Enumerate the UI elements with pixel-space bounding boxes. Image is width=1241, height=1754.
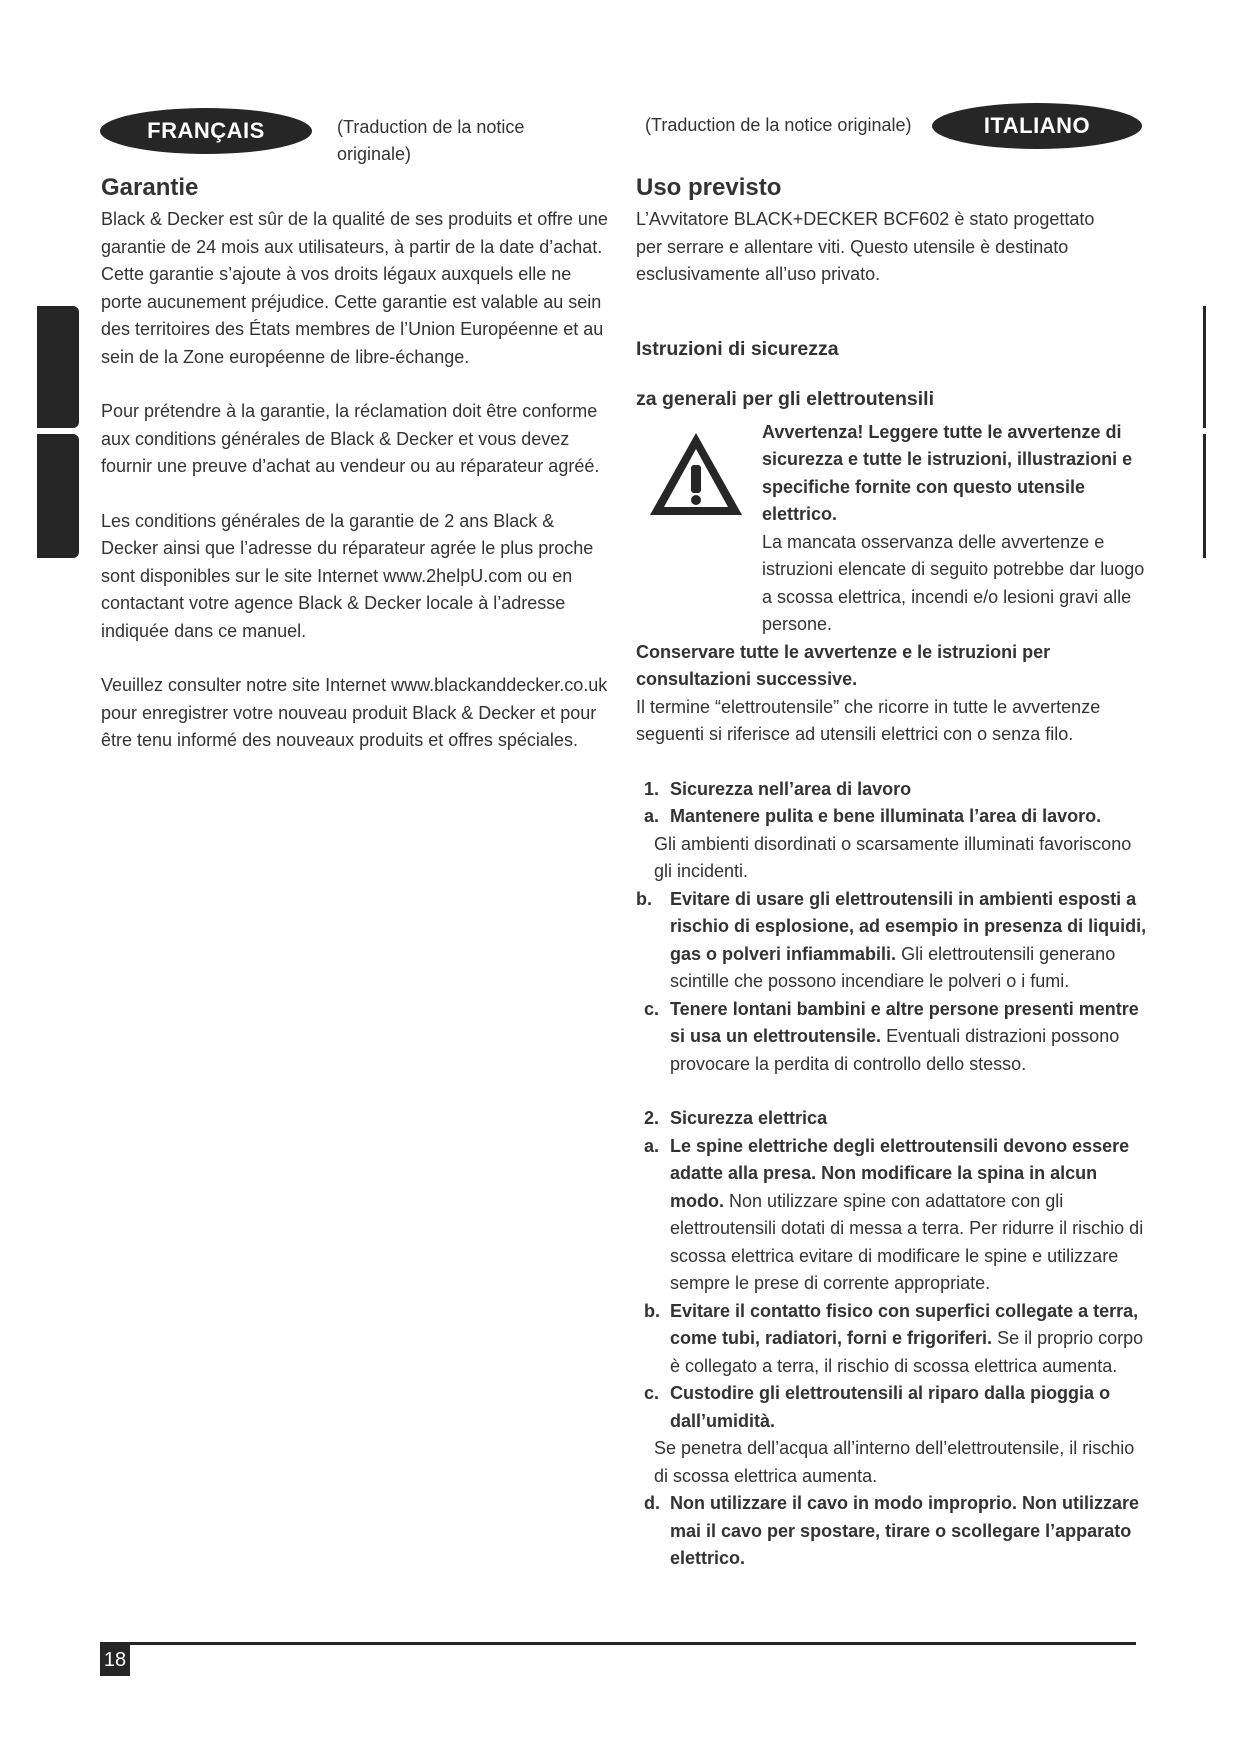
section-work-area bbox=[636, 776, 1151, 1079]
keep-instructions-text: Conservare tutte le avvertenze e le istruzioni per consultazioni successive. bbox=[636, 641, 1051, 689]
page-number: 18 bbox=[100, 1644, 130, 1676]
french-paragraph-1: Black & Decker est sûr de la qualité de ses produits et offre une garantie de 24 mois aux utilisateurs, à partir de la date d’achat. Cette garantie s’ajoute à vos droits légaux auxquels elle ne porte aucunement préjudice. Cette garantie est valable au sein des territoires des États membres de l’Union Européenne et au sein de la Zone européenne de libre-échange. bbox=[101, 209, 608, 367]
heading-uso-previsto: Uso previsto bbox=[636, 174, 782, 201]
intended-use-text: L’Avvitatore BLACK+DECKER BCF602 è stato progettato per serrare e allentare viti. Questo utensile è destinato esclusivamente all’uso privato. bbox=[636, 209, 1095, 284]
translation-note-italian: (Traduction de la notice originale) bbox=[645, 115, 912, 135]
footer-rule bbox=[100, 1642, 1136, 1645]
french-paragraph-3: Les conditions générales de la garantie de 2 ans Black & Decker ainsi que l’adresse du réparateur agrée le plus proche sont disponibles sur le site Internet www.2helpU.com ou en contactant votre agence Black & Decker locale à l’adresse indiquée dans ce manuel. bbox=[101, 510, 594, 641]
list-item: c. Tenere lontani bambini e altre persone presenti mentre si usa un elettroutensile. Eventuali distrazioni possono provocare la perdita di controllo dello stesso. bbox=[644, 998, 1139, 1074]
french-column bbox=[101, 172, 611, 755]
sidebar-tab-lower bbox=[37, 434, 79, 558]
list-item: a. Le spine elettriche degli elettroutensili devono essere adatte alla presa. Non modificare la spina in alcun modo. Non utilizzare spine con adattatore con gli elettroutensili dotati di messa a terra. Per ridurre il rischio di scossa elettrica evitare di modificare le spine e utilizzare sempre le prese di corrente appropriate. bbox=[644, 1135, 1144, 1293]
right-margin-bar-lower bbox=[1203, 434, 1206, 558]
list-item: b. Evitare di usare gli elettroutensili in ambienti esposti a rischio di esplosione, ad esempio in presenza di liquidi, gas o polveri infiammabili. Gli elettroutensili generano scintille che possono incendiare le polveri o i fumi. bbox=[636, 888, 1147, 991]
warning-text: La mancata osservanza delle avvertenze e istruzioni elencate di seguito potrebbe dar luogo a scossa elettrica, incendi e/o lesioni gravi alle persone. bbox=[762, 531, 1145, 634]
french-paragraph-2: Pour prétendre à la garantie, la réclamation doit être conforme aux conditions générales de Black & Decker et vous devez fournir une preuve d’achat au vendeur ou au réparateur agréé. bbox=[101, 401, 600, 476]
warning-block bbox=[636, 419, 1151, 639]
safety-heading: Istruzioni di sicurezza bbox=[636, 337, 839, 360]
term-definition-text: Il termine “elettroutensile” che ricorre in tutte le avvertenze seguenti si riferisce ad utensili elettrici con o senza filo. bbox=[636, 696, 1101, 744]
french-paragraph-4: Veuillez consulter notre site Internet www.blackanddecker.co.uk pour enregistrer votre nouveau produit Black & Decker et pour être tenu informé des nouveaux produits et offres spéciales. bbox=[101, 675, 608, 750]
list-item: b. Evitare il contatto fisico con superfici collegate a terra, come tubi, radiatori, forni e frigoriferi. Se il proprio corpo è collegato a terra, il rischio di scossa elettrica aumenta. bbox=[644, 1300, 1144, 1376]
heading-garantie: Garantie bbox=[101, 174, 199, 201]
list-item: c. Custodire gli elettroutensili al riparo dalla pioggia o dall’umidità. Se penetra dell’acqua all’interno dell’elettroutensile, il rischio di scossa elettrica aumenta. bbox=[644, 1383, 1135, 1486]
section-title: 2. Sicurezza elettrica bbox=[644, 1108, 828, 1128]
list-item: a. Mantenere pulita e bene illuminata l’area di lavoro. Gli ambienti disordinati o scarsamente illuminati favoriscono gli incidenti. bbox=[644, 806, 1132, 881]
lang-badge-italian: ITALIANO bbox=[932, 103, 1142, 149]
lang-badge-french: FRANÇAIS bbox=[100, 108, 312, 154]
right-margin-bar-upper bbox=[1203, 306, 1206, 428]
warning-bold-text: Avvertenza! Leggere tutte le avvertenze di sicurezza e tutte le istruzioni, illustrazioni e specifiche fornite con questo utensile elettrico. bbox=[762, 421, 1133, 524]
list-item: d. Non utilizzare il cavo in modo improprio. Non utilizzare mai il cavo per spostare, tirare o scollegare l’apparato elettrico. bbox=[644, 1493, 1140, 1568]
section-electrical bbox=[636, 1105, 1151, 1573]
italian-column bbox=[636, 172, 1151, 1573]
warning-triangle-icon bbox=[646, 429, 746, 519]
translation-note-french: (Traduction de la notice originale) bbox=[337, 117, 525, 164]
general-safety-heading: za generali per gli elettroutensili bbox=[636, 387, 934, 410]
sidebar-tab-upper bbox=[37, 306, 79, 428]
section-title: 1. Sicurezza nell’area di lavoro bbox=[644, 778, 912, 799]
